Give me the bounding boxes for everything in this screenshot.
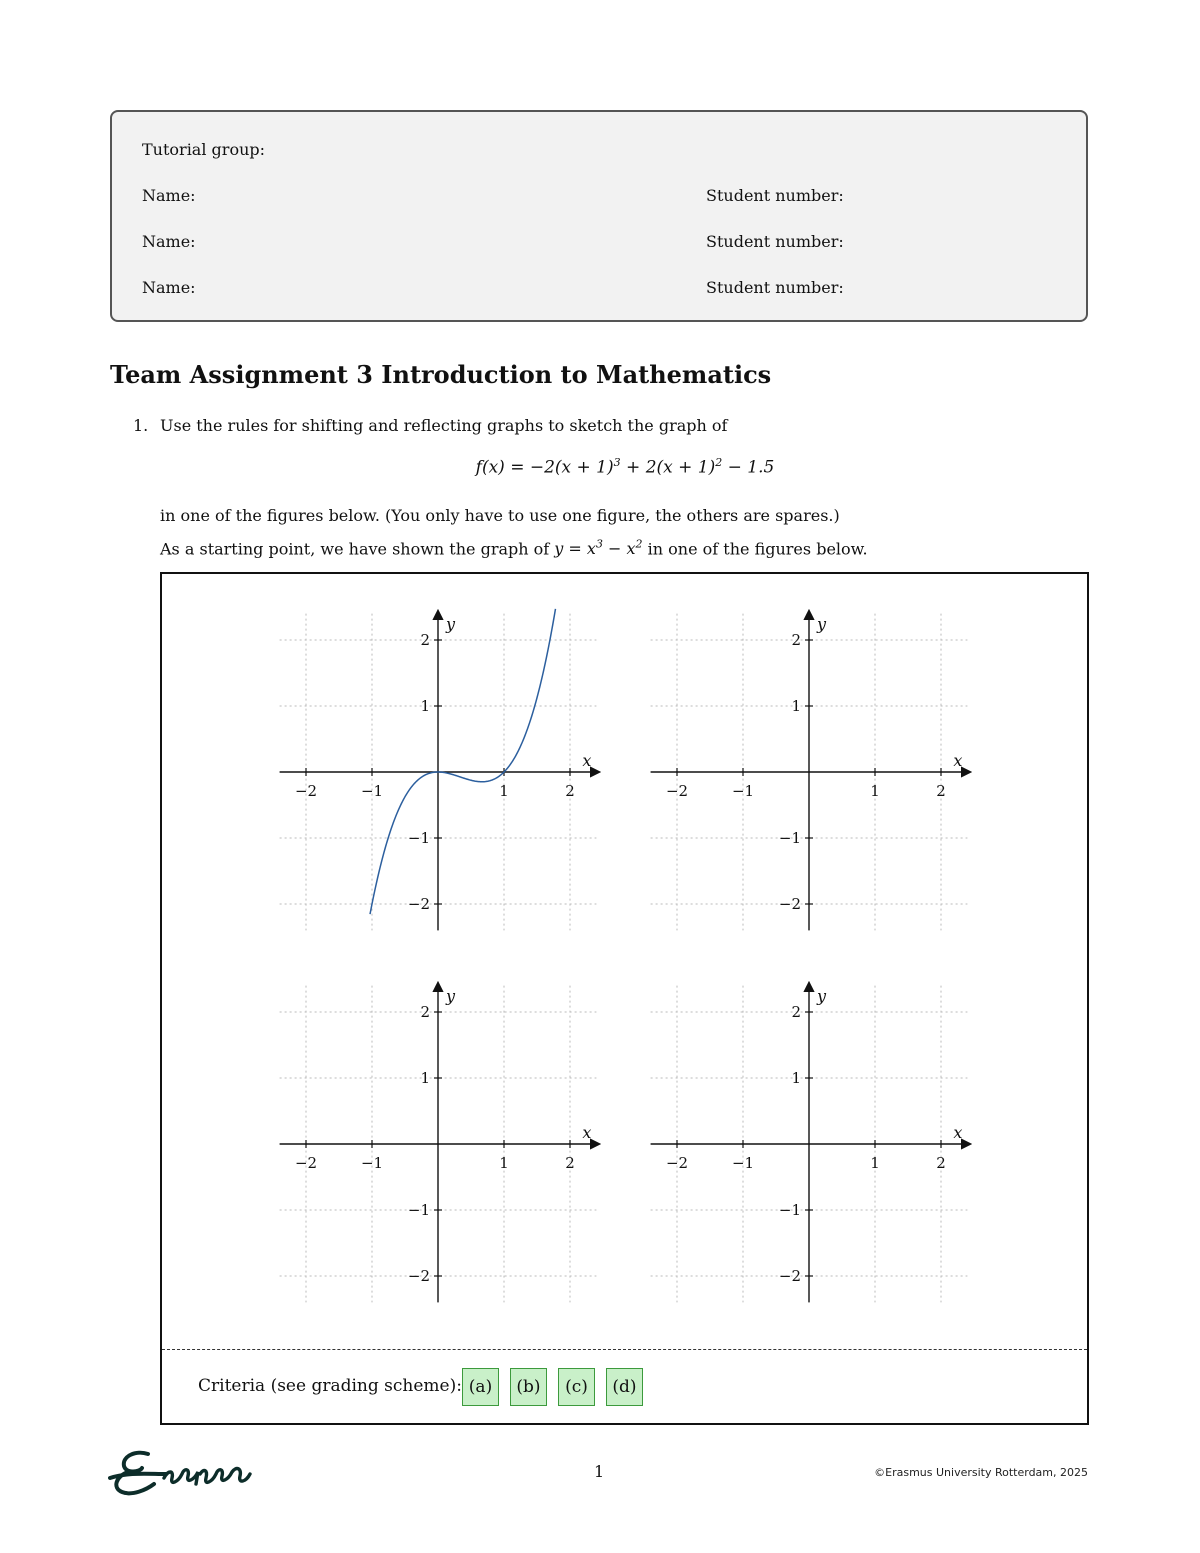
formula-lhs: f(x) = −2(x + 1): [475, 457, 614, 478]
criterion-b-box[interactable]: (b): [510, 1368, 547, 1406]
name-label-1: Name:: [142, 186, 196, 205]
criterion-a-box[interactable]: (a): [462, 1368, 499, 1406]
target-formula: [0, 456, 1200, 478]
page-number: 1: [594, 1462, 605, 1481]
y-tick-label: 2: [420, 1003, 430, 1021]
question-number: 1.: [133, 416, 149, 435]
student-info-box: [110, 110, 1088, 322]
y-tick-label: −2: [778, 895, 801, 913]
y-axis-label: y: [446, 986, 456, 1006]
y-tick-label: −2: [407, 895, 430, 913]
y-tick-label: −1: [778, 829, 801, 847]
x-tick-label: 1: [870, 782, 880, 800]
x-tick-label: −1: [360, 782, 384, 800]
formula-mid: + 2(x + 1): [620, 457, 716, 478]
erasmus-logo: [108, 1444, 258, 1500]
y-tick-label: −1: [407, 829, 430, 847]
y-axis-label: y: [446, 614, 456, 634]
x-tick-label: −2: [665, 1154, 689, 1172]
x-tick-label: 2: [936, 782, 946, 800]
series-line: [370, 609, 555, 914]
name-label-2: Name:: [142, 232, 196, 251]
criteria-divider: [162, 1349, 1087, 1350]
formula-exponent-2: 2: [715, 456, 723, 469]
copyright-notice: ©Erasmus University Rotterdam, 2025: [874, 1466, 1088, 1479]
x-tick-label: 2: [565, 1154, 575, 1172]
y-axis-label: y: [817, 614, 827, 634]
starting-point-prefix: As a starting point, we have shown the graph of: [160, 539, 555, 559]
x-tick-label: −1: [731, 782, 755, 800]
y-tick-label: 1: [791, 697, 801, 715]
formula-rhs: − 1.5: [722, 457, 775, 478]
y-tick-label: −1: [407, 1201, 430, 1219]
starting-point-text: [160, 538, 868, 558]
graph-bottom-right[interactable]: [649, 984, 979, 1314]
starting-point-suffix: in one of the figures below.: [642, 539, 868, 559]
x-tick-label: 1: [499, 1154, 509, 1172]
criterion-d-box[interactable]: (d): [606, 1368, 643, 1406]
x-axis-label: x: [953, 751, 963, 770]
page-title: Team Assignment 3 Introduction to Mathematics: [110, 360, 772, 389]
starting-formula-a: y = x: [554, 539, 596, 559]
tutorial-group-label: Tutorial group:: [142, 140, 266, 159]
y-tick-label: 1: [791, 1069, 801, 1087]
y-tick-label: 1: [420, 1069, 430, 1087]
x-tick-label: 1: [499, 782, 509, 800]
x-axis-label: x: [953, 1123, 963, 1142]
y-axis-label: y: [817, 986, 827, 1006]
y-tick-label: 2: [791, 631, 801, 649]
y-tick-label: −2: [778, 1267, 801, 1285]
student-number-label-3: Student number:: [706, 278, 844, 297]
x-tick-label: −1: [360, 1154, 384, 1172]
y-tick-label: 1: [420, 697, 430, 715]
y-tick-label: −2: [407, 1267, 430, 1285]
starting-exponent-1: 3: [595, 538, 603, 551]
name-label-3: Name:: [142, 278, 196, 297]
graph-bottom-left[interactable]: [278, 984, 608, 1314]
figure-box: [160, 572, 1089, 1425]
x-axis-label: x: [582, 751, 592, 770]
x-tick-label: −2: [665, 782, 689, 800]
y-tick-label: −1: [778, 1201, 801, 1219]
x-tick-label: −2: [294, 782, 318, 800]
student-number-label-1: Student number:: [706, 186, 844, 205]
x-axis-label: x: [582, 1123, 592, 1142]
criterion-c-box[interactable]: (c): [558, 1368, 595, 1406]
question-intro: Use the rules for shifting and reflecting graphs to sketch the graph of: [160, 416, 728, 435]
starting-exponent-2: 2: [635, 538, 643, 551]
x-tick-label: 2: [565, 782, 575, 800]
student-number-label-2: Student number:: [706, 232, 844, 251]
y-tick-label: 2: [420, 631, 430, 649]
y-tick-label: 2: [791, 1003, 801, 1021]
graph-top-right[interactable]: [649, 612, 979, 942]
formula-exponent-1: 3: [613, 456, 621, 469]
x-tick-label: −2: [294, 1154, 318, 1172]
x-tick-label: −1: [731, 1154, 755, 1172]
criteria-label: Criteria (see grading scheme):: [198, 1376, 462, 1396]
starting-formula-b: − x: [602, 539, 636, 559]
question-note: in one of the figures below. (You only have to use one figure, the others are spares.): [160, 506, 840, 525]
x-tick-label: 2: [936, 1154, 946, 1172]
graph-top-left[interactable]: [278, 612, 608, 942]
x-tick-label: 1: [870, 1154, 880, 1172]
